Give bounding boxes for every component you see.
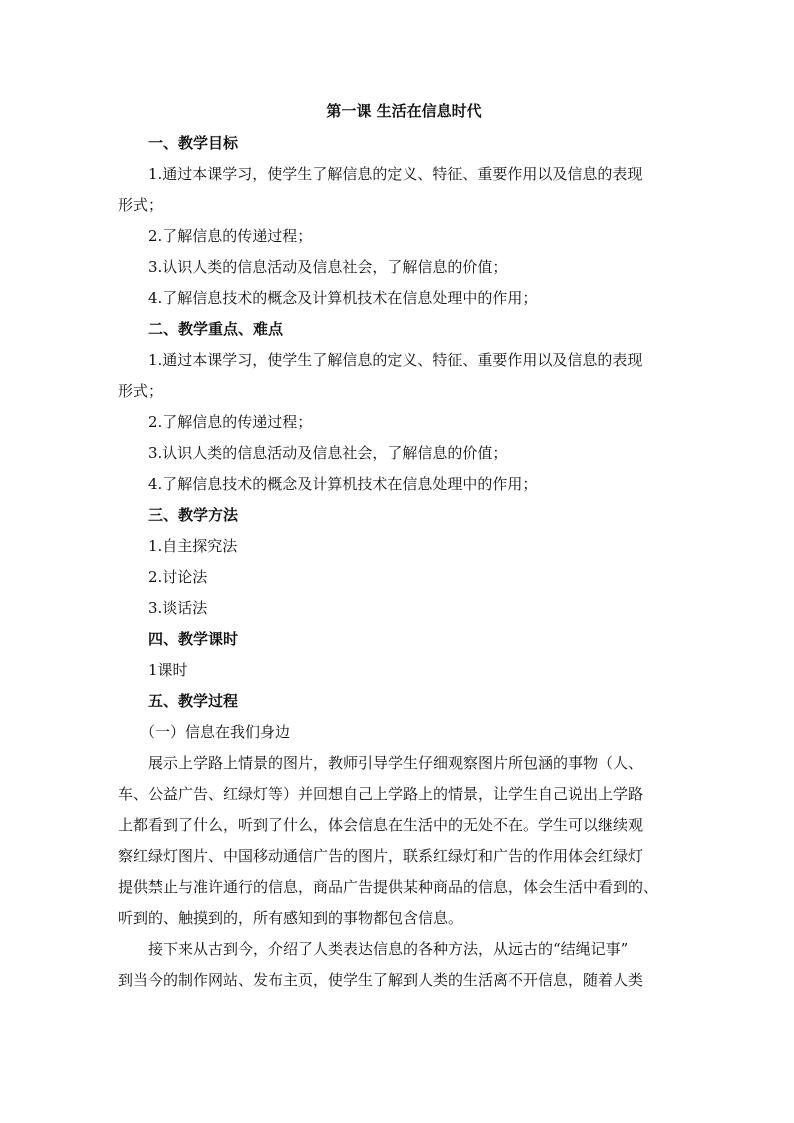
method-item-2: 2.讨论法 [148, 568, 208, 586]
process-paragraph-1 [118, 748, 676, 934]
paragraph-line: 提供禁止与准许通行的信息，商品广告提供某种商品的信息，体会生活中看到的、 [118, 878, 659, 896]
section-heading-class-hours: 四、教学课时 [148, 630, 239, 648]
key-point-item-1-line-2: 形式； [118, 382, 164, 400]
key-point-item-4: 4.了解信息技术的概念及计算机技术在信息处理中的作用； [148, 475, 538, 493]
key-point-item-1-line-1: 1.通过本课学习，使学生了解信息的定义、特征、重要作用以及信息的表现 [148, 351, 643, 369]
key-point-item-3: 3.认识人类的信息活动及信息社会，了解信息的价值； [148, 444, 508, 462]
class-hours-item: 1课时 [148, 661, 188, 679]
section-heading-methods: 三、教学方法 [148, 506, 239, 524]
process-paragraph-2 [118, 934, 676, 996]
objective-item-2: 2.了解信息的传递过程； [148, 227, 313, 245]
paragraph-line: 上都看到了什么，听到了什么，体会信息在生活中的无处不在。学生可以继续观 [118, 816, 644, 834]
paragraph-line: 车、公益广告、红绿灯等）并回想自己上学路上的情景，让学生自己说出上学路 [118, 785, 644, 803]
objective-item-1-line-2: 形式； [118, 196, 164, 214]
objective-item-4: 4.了解信息技术的概念及计算机技术在信息处理中的作用； [148, 289, 538, 307]
paragraph-line: 接下来从古到今，介绍了人类表达信息的各种方法，从远古的“结绳记事” [148, 940, 629, 958]
objective-item-1-line-1: 1.通过本课学习，使学生了解信息的定义、特征、重要作用以及信息的表现 [148, 165, 643, 183]
key-point-item-2: 2.了解信息的传递过程； [148, 413, 313, 431]
document-title: 第一课 生活在信息时代 [326, 102, 482, 120]
section-heading-objectives: 一、教学目标 [148, 134, 239, 152]
paragraph-line: 到当今的制作网站、发布主页，使学生了解到人类的生活离不开信息，随着人类 [118, 971, 644, 989]
paragraph-line: 听到的、触摸到的，所有感知到的事物都包含信息。 [118, 909, 464, 927]
paragraph-line: 察红绿灯图片、中国移动通信广告的图片，联系红绿灯和广告的作用体会红绿灯 [118, 847, 644, 865]
method-item-3: 3.谈话法 [148, 599, 208, 617]
section-heading-process: 五、教学过程 [148, 692, 239, 710]
section-heading-key-points: 二、教学重点、难点 [148, 320, 284, 338]
process-subheading: （一）信息在我们身边 [140, 723, 291, 741]
method-item-1: 1.自主探究法 [148, 537, 238, 555]
objective-item-3: 3.认识人类的信息活动及信息社会，了解信息的价值； [148, 258, 508, 276]
paragraph-line: 展示上学路上情景的图片，教师引导学生仔细观察图片所包涵的事物（人、 [148, 754, 644, 772]
